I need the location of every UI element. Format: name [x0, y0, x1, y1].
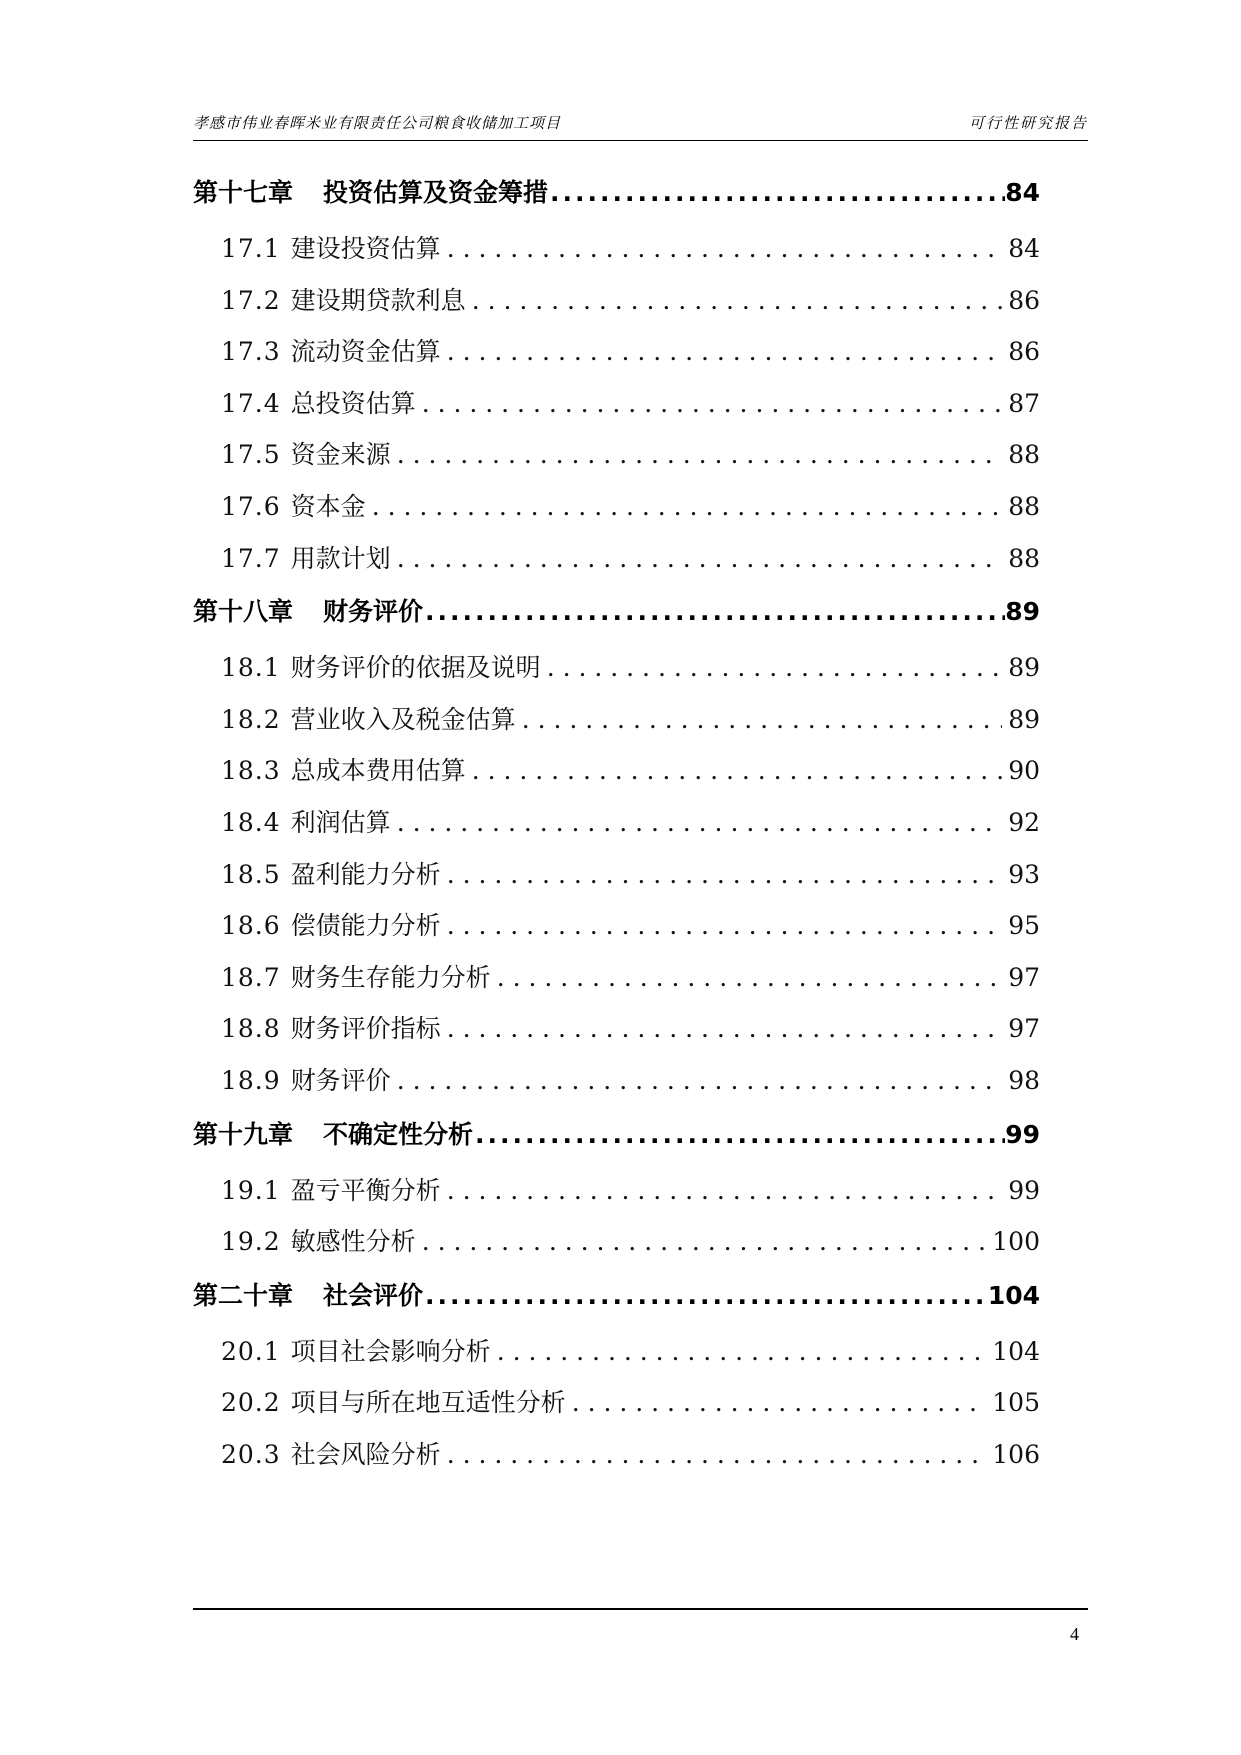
toc-chapter-entry[interactable]: [193, 1276, 1040, 1316]
toc-page-number: 88: [1008, 440, 1040, 470]
dot-leader: [447, 1165, 1003, 1217]
section-title: 财务评价: [290, 1065, 391, 1095]
dot-leader: [397, 797, 1003, 849]
dot-leader: [550, 173, 1005, 213]
chapter-number: 第十七章: [193, 178, 294, 207]
section-number: 17.4: [221, 388, 281, 418]
toc-section-entry[interactable]: [193, 429, 1040, 481]
section-number: 18.5: [221, 859, 281, 889]
section-number: 20.2: [221, 1388, 281, 1418]
dot-leader: [447, 1429, 987, 1481]
toc-page-number: 89: [1008, 653, 1040, 683]
dot-leader: [522, 694, 1003, 746]
section-title: 总投资估算: [290, 388, 416, 418]
toc-section-entry[interactable]: [193, 533, 1040, 585]
chapter-title: 社会评价: [323, 1280, 424, 1310]
dot-leader: [422, 1216, 987, 1268]
toc-chapter-entry[interactable]: [193, 1115, 1040, 1155]
toc-section-entry[interactable]: [193, 642, 1040, 694]
toc-page-number: 99: [1008, 1175, 1040, 1205]
dot-leader: [447, 1003, 1003, 1055]
toc-section-entry[interactable]: [193, 1216, 1040, 1268]
section-number: 17.7: [221, 543, 281, 573]
toc-page-number: 89: [1008, 704, 1040, 734]
toc-section-entry[interactable]: [193, 694, 1040, 746]
toc-page-number: 89: [1005, 597, 1040, 627]
section-title: 资本金: [290, 491, 366, 521]
table-of-contents: [193, 165, 1040, 1480]
header-report-type: 可行性研究报告: [968, 114, 1088, 132]
dot-leader: [447, 326, 1003, 378]
section-title: 财务评价的依据及说明: [290, 653, 541, 683]
section-number: 20.1: [221, 1336, 281, 1366]
section-number: 18.6: [221, 911, 281, 941]
toc-page-number: 105: [992, 1388, 1040, 1418]
toc-page-number: 88: [1008, 543, 1040, 573]
section-number: 18.7: [221, 962, 281, 992]
toc-page-number: 86: [1008, 337, 1040, 367]
toc-section-entry[interactable]: [193, 378, 1040, 430]
section-number: 18.4: [221, 807, 281, 837]
section-title: 偿债能力分析: [290, 911, 441, 941]
page-number: 4: [1070, 1624, 1079, 1644]
dot-leader: [472, 745, 1003, 797]
dot-leader: [372, 481, 1003, 533]
section-title: 建设投资估算: [290, 234, 441, 263]
toc-section-entry[interactable]: [193, 745, 1040, 797]
chapter-number: 第十九章: [193, 1119, 294, 1149]
section-title: 盈利能力分析: [290, 859, 441, 889]
header-project-title: 孝感市伟业春晖米业有限责任公司粮食收储加工项目: [193, 114, 562, 132]
dot-leader: [447, 223, 1003, 275]
section-title: 总成本费用估算: [290, 756, 466, 786]
section-number: 18.1: [221, 653, 281, 683]
toc-chapter-entry[interactable]: [193, 592, 1040, 632]
chapter-title: 不确定性分析: [323, 1119, 474, 1149]
section-number: 18.2: [221, 704, 281, 734]
toc-page-number: 104: [987, 1280, 1040, 1310]
section-title: 建设期贷款利息: [290, 285, 466, 315]
footer-divider: [193, 1608, 1088, 1610]
chapter-number: 第十八章: [193, 597, 294, 627]
section-title: 资金来源: [290, 440, 391, 470]
dot-leader: [497, 1326, 987, 1378]
toc-section-entry[interactable]: [193, 326, 1040, 378]
dot-leader: [425, 592, 1005, 632]
toc-section-entry[interactable]: [193, 481, 1040, 533]
toc-page-number: 95: [1008, 911, 1040, 941]
dot-leader: [447, 900, 1003, 952]
section-number: 19.1: [221, 1175, 281, 1205]
toc-page-number: 106: [992, 1439, 1040, 1469]
section-title: 项目社会影响分析: [290, 1336, 491, 1366]
toc-section-entry[interactable]: [193, 952, 1040, 1004]
toc-section-entry[interactable]: [193, 1003, 1040, 1055]
toc-page-number: 87: [1008, 388, 1040, 418]
section-title: 利润估算: [290, 807, 391, 837]
dot-leader: [425, 1276, 988, 1316]
dot-leader: [475, 1115, 1005, 1155]
toc-page-number: 88: [1008, 491, 1040, 521]
toc-section-entry[interactable]: [193, 1055, 1040, 1107]
chapter-title: 财务评价: [323, 597, 424, 627]
header-divider: [193, 140, 1088, 141]
toc-page-number: 98: [1008, 1065, 1040, 1095]
section-title: 流动资金估算: [290, 337, 441, 367]
toc-chapter-entry[interactable]: [193, 173, 1040, 213]
toc-page-number: 93: [1008, 859, 1040, 889]
toc-section-entry[interactable]: [193, 849, 1040, 901]
toc-page-number: 90: [1008, 756, 1040, 786]
toc-section-entry[interactable]: [193, 797, 1040, 849]
dot-leader: [397, 1055, 1003, 1107]
dot-leader: [397, 429, 1003, 481]
dot-leader: [447, 849, 1003, 901]
section-number: 17.6: [221, 491, 281, 521]
section-title: 财务生存能力分析: [290, 962, 491, 992]
toc-section-entry[interactable]: [193, 1326, 1040, 1378]
dot-leader: [497, 952, 1003, 1004]
section-title: 营业收入及税金估算: [290, 704, 516, 734]
section-number: 18.8: [221, 1014, 281, 1044]
toc-page-number: 100: [992, 1227, 1040, 1257]
dot-leader: [547, 642, 1003, 694]
toc-page-number: 97: [1008, 962, 1040, 992]
dot-leader: [472, 275, 1003, 327]
chapter-number: 第二十章: [193, 1280, 294, 1310]
section-number: 18.3: [221, 756, 281, 786]
section-number: 17.5: [221, 440, 281, 470]
dot-leader: [572, 1377, 987, 1429]
toc-page-number: 104: [992, 1336, 1040, 1366]
section-title: 用款计划: [290, 543, 391, 573]
toc-page-number: 84: [1008, 234, 1040, 263]
section-number: 17.2: [221, 285, 281, 315]
section-title: 财务评价指标: [290, 1014, 441, 1044]
toc-section-entry[interactable]: [193, 900, 1040, 952]
section-title: 敏感性分析: [290, 1227, 416, 1257]
chapter-title: 投资估算及资金筹措: [323, 178, 549, 207]
toc-page-number: 92: [1008, 807, 1040, 837]
section-number: 17.1: [221, 234, 281, 263]
section-title: 项目与所在地互适性分析: [290, 1388, 566, 1418]
dot-leader: [422, 378, 1003, 430]
section-number: 17.3: [221, 337, 281, 367]
section-title: 社会风险分析: [290, 1439, 441, 1469]
toc-page-number: 86: [1008, 285, 1040, 315]
toc-section-entry[interactable]: [193, 1165, 1040, 1217]
toc-page-number: 97: [1008, 1014, 1040, 1044]
toc-page-number: 99: [1005, 1119, 1040, 1149]
toc-page-number: 84: [1005, 178, 1040, 207]
section-title: 盈亏平衡分析: [290, 1175, 441, 1205]
dot-leader: [397, 533, 1003, 585]
section-number: 18.9: [221, 1065, 281, 1095]
toc-section-entry[interactable]: [193, 1429, 1040, 1481]
page-header: [193, 112, 1088, 138]
toc-section-entry[interactable]: [193, 1377, 1040, 1429]
toc-section-entry[interactable]: [193, 223, 1040, 275]
section-number: 20.3: [221, 1439, 281, 1469]
toc-section-entry[interactable]: [193, 275, 1040, 327]
section-number: 19.2: [221, 1227, 281, 1257]
